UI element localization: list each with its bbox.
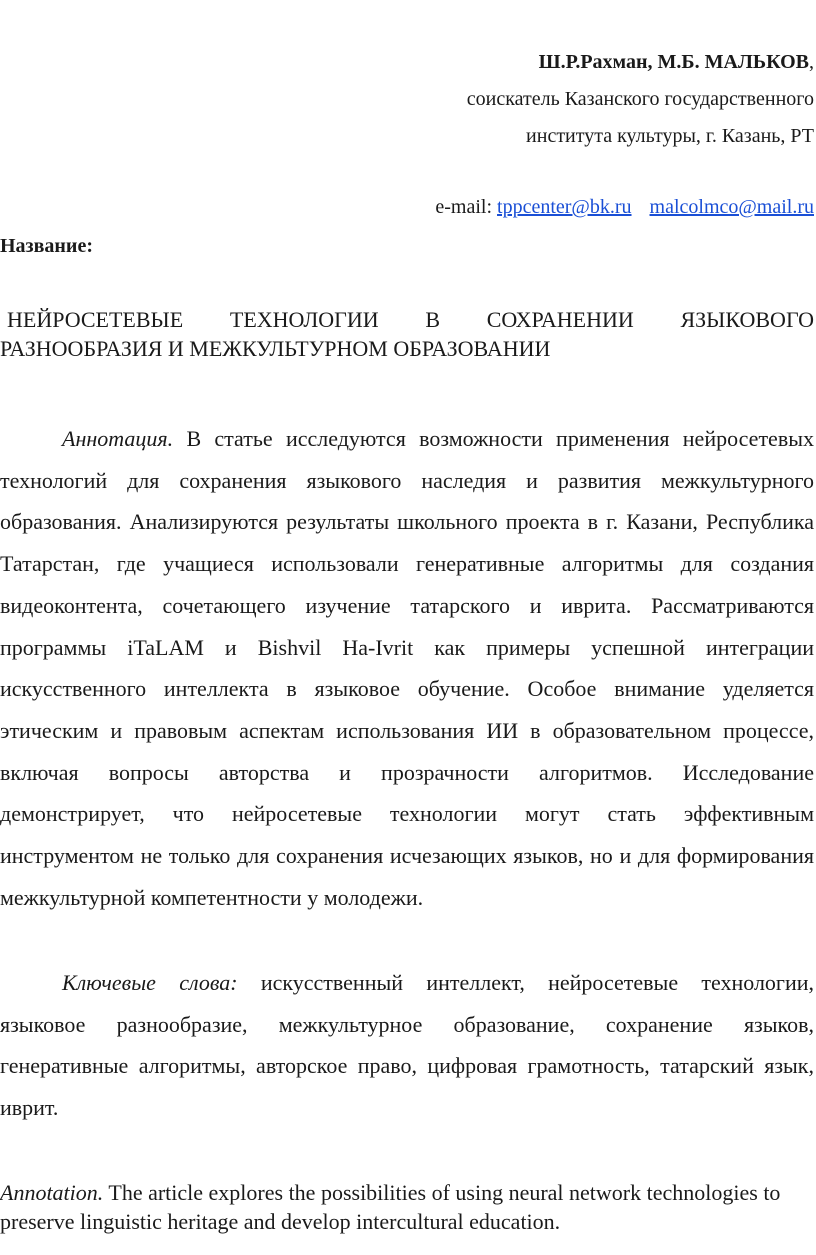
- keywords-label: Ключевые слова:: [62, 970, 238, 995]
- authors-comma: ,: [809, 51, 814, 73]
- affiliation-line-1: соискатель Казанского государственного: [466, 88, 814, 110]
- authors-text: Ш.Р.Рахман, М.Б. МАЛЬКОВ: [538, 51, 809, 73]
- title-label: Название:: [0, 235, 93, 257]
- keywords-paragraph: [0, 962, 814, 1129]
- title-line-1: НЕЙРОСЕТЕВЫЕ ТЕХНОЛОГИИ В СОХРАНЕНИИ ЯЗЫКОВОГО: [7, 307, 814, 332]
- abstract-text: В статье исследуются возможности применения нейросетевых технологий для сохранения языкового наследия и развития межкультурного образования. Анализируются результаты школьного проекта в г. Казани, Республика Татарстан, где учащиеся использовали генеративные алгоритмы для создания видеоконтента, сочетающего изучение татарского и иврита. Рассматриваются программы iTaLAM и Bishvil Ha-Ivrit как примеры успешной интеграции искусственного интеллекта в языковое обучение. Особое внимание уделяется этическим и правовым аспектам использования ИИ в образовательном процессе, включая вопросы авторства и прозрачности алгоритмов. Исследование демонстрирует, что нейросетевые технологии могут стать эффективным инструментом не только для сохранения исчезающих языков, но и для формирования межкультурной компетентности у молодежи.: [0, 426, 814, 910]
- keywords-text: искусственный интеллект, нейросетевые технологии, языковое разнообразие, межкультурное образование, сохранение языков, генеративные алгоритмы, авторское право, цифровая грамотность, татарский язык, иврит.: [0, 970, 815, 1121]
- article-title: [0, 305, 814, 363]
- abstract-paragraph: [0, 418, 814, 918]
- abstract-label: Аннотация.: [62, 426, 174, 451]
- affiliation-line-2: института культуры, г. Казань, РТ: [526, 125, 814, 147]
- english-abstract-label: Annotation.: [0, 1180, 104, 1205]
- english-abstract-paragraph: [0, 1178, 814, 1236]
- author-names: [539, 50, 814, 74]
- email-link-1[interactable]: tppcenter@bk.ru: [497, 196, 632, 218]
- english-abstract-text: The article explores the possibilities of using neural network technologies to preserve linguistic heritage and develop intercultural education.: [0, 1180, 781, 1234]
- title-line-2: РАЗНООБРАЗИЯ И МЕЖКУЛЬТУРНОМ ОБРАЗОВАНИИ: [0, 336, 551, 361]
- email-link-2[interactable]: malcolmco@mail.ru: [649, 196, 814, 218]
- email-label: e-mail:: [435, 196, 493, 218]
- email-line: [435, 195, 814, 219]
